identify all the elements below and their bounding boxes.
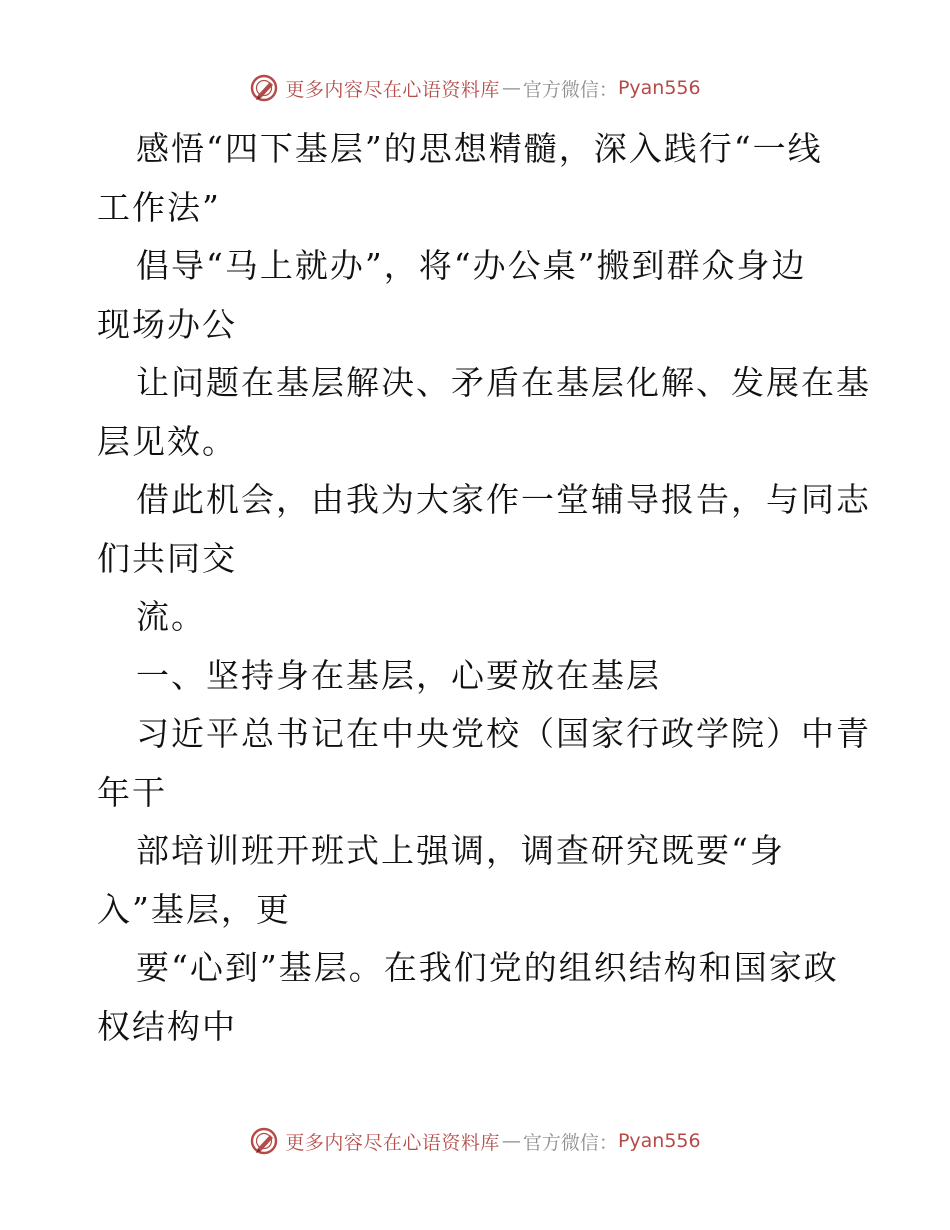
watermark-separator: — <box>501 1130 521 1152</box>
body-line: 层见效。 <box>97 421 237 461</box>
body-line: 要“心到”基层。在我们党的组织结构和国家政 <box>136 948 839 987</box>
body-line: 部培训班开班式上强调，调查研究既要“身 <box>136 831 785 870</box>
watermark-separator: — <box>501 77 521 99</box>
header-watermark <box>0 73 950 108</box>
footer-watermark <box>0 1126 950 1161</box>
section-heading: 一、坚持身在基层，心要放在基层 <box>136 655 661 695</box>
body-line: 年干 <box>97 772 167 812</box>
watermark-contact-id: Pyan556 <box>617 1130 701 1152</box>
body-line: 现场办公 <box>97 304 237 344</box>
watermark-main-text: 更多内容尽在心语资料库 <box>285 78 500 101</box>
body-line: 流。 <box>136 597 206 636</box>
body-line: 工作法” <box>97 187 221 227</box>
body-line: 让问题在基层解决、矛盾在基层化解、发展在基 <box>136 363 871 402</box>
watermark-main-text: 更多内容尽在心语资料库 <box>285 1131 500 1154</box>
body-line: 感悟“四下基层”的思想精髓，深入践行“一线 <box>136 129 823 168</box>
body-line: 入”基层，更 <box>97 889 291 929</box>
document-body <box>97 120 871 1056</box>
watermark-contact-label: 官方微信： <box>522 1131 618 1154</box>
red-pen-logo-icon <box>249 73 279 103</box>
watermark-contact-label: 官方微信： <box>522 78 618 101</box>
red-pen-logo-icon <box>249 1126 279 1156</box>
body-line: 借此机会，由我为大家作一堂辅导报告，与同志 <box>136 480 871 519</box>
body-line: 倡导“马上就办”，将“办公桌”搬到群众身边 <box>136 246 807 285</box>
body-line: 权结构中 <box>97 1006 237 1046</box>
body-line: 习近平总书记在中央党校（国家行政学院）中青 <box>136 714 871 753</box>
body-line: 们共同交 <box>97 538 237 578</box>
watermark-contact-id: Pyan556 <box>617 77 701 99</box>
